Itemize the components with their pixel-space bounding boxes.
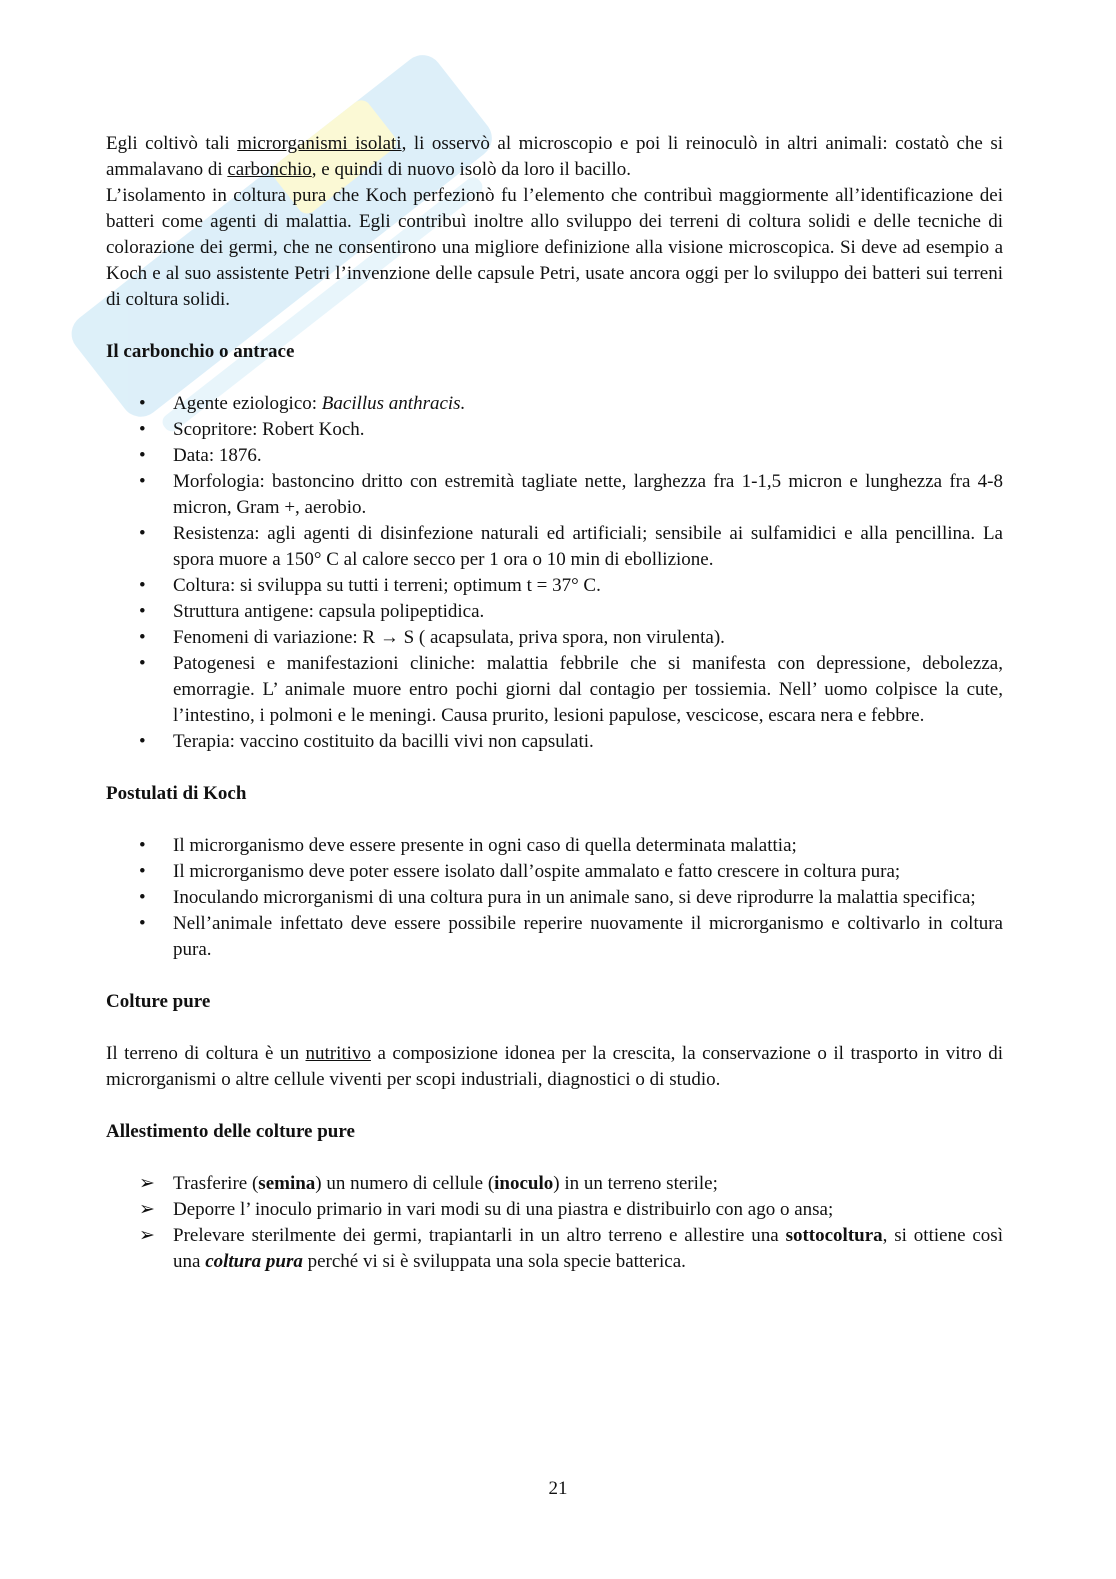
bullet-icon: • (139, 887, 146, 908)
list-item: • Resistenza: agli agenti di disinfezione naturali ed artificiali; sensibile ai sulfamidici e alla pencillina. La spora muore a 150° C al calore secco per 1 ora o 10 min di ebollizione. (139, 523, 1003, 570)
bullet-icon: • (139, 471, 146, 492)
list-item: ➢ Trasferire (semina) un numero di cellule (inoculo) in un terreno sterile; (106, 1171, 1003, 1197)
intro-paragraph-2: L’isolamento in coltura pura che Koch perfezionò fu l’elemento che contribuì maggiormente all’identificazione dei batteri come agenti di malattia. Egli contribuì inoltre allo sviluppo dei terreni di coltura solidi e delle tecniche di colorazione dei germi, che ne consentirono una migliore definizione alla visione microscopica. Si deve ad esempio a Koch e al suo assistente Petri l’invenzione delle capsule Petri, usate ancora oggi per lo sviluppo dei batteri sui terreni di coltura solidi. (106, 185, 1003, 310)
bullet-icon: • (139, 861, 146, 882)
list-item: • Inoculando microrganismi di una coltura pura in un animale sano, si deve riprodurre la malattia specifica; (106, 885, 1003, 911)
bullet-icon: • (139, 731, 146, 752)
bullet-icon: • (139, 601, 146, 622)
link-nutritivo[interactable]: nutritivo (305, 1043, 371, 1064)
list-item: • Terapia: vaccino costituito da bacilli vivi non capsulati. (106, 729, 1003, 755)
section-title-carbonchio: Il carbonchio o antrace (106, 341, 295, 362)
list-item: ➢ Prelevare sterilmente dei germi, trapiantarli in un altro terreno e allestire una sottocoltura, si ottiene così una coltura pura perché vi si è sviluppata una sola specie batterica. (139, 1225, 1003, 1272)
link-microrganismi[interactable]: microrganismi isolati (237, 133, 402, 154)
carbonchio-list (106, 391, 1003, 755)
bullet-icon: • (139, 445, 146, 466)
bullet-icon: • (139, 627, 146, 648)
bullet-icon: • (139, 835, 146, 856)
document-page (106, 131, 1003, 1275)
bullet-icon: • (139, 913, 146, 934)
colture-paragraph: Il terreno di coltura è un nutritivo a composizione idonea per la crescita, la conservazione o il trasporto in vitro di microrganismi o altre cellule viventi per scopi industriali, diagnostici o di studio. (106, 1043, 1003, 1090)
section-title-allestimento: Allestimento delle colture pure (106, 1121, 355, 1142)
list-item: • Il microrganismo deve essere presente in ogni caso di quella determinata malattia; (106, 833, 1003, 859)
arrow-bullet-icon: ➢ (139, 1199, 155, 1220)
list-item: • Data: 1876. (106, 443, 1003, 469)
allestimento-list (106, 1171, 1003, 1275)
intro-paragraph-1: Egli coltivò tali microrganismi isolati, li osservò al microscopio e poi li reinoculò in altri animali: costatò che si ammalavano di carbonchio, e quindi di nuovo isolò da loro il bacillo. (106, 133, 1003, 180)
section-title-colture: Colture pure (106, 991, 211, 1012)
list-item: • Morfologia: bastoncino dritto con estremità tagliate nette, larghezza fra 1-1,5 micron e lunghezza fra 4-8 micron, Gram +, aerobio. (139, 471, 1003, 518)
section-title-postulati: Postulati di Koch (106, 783, 247, 804)
list-item: ➢ Deporre l’ inoculo primario in vari modi su di una piastra e distribuirlo con ago o ansa; (106, 1197, 1003, 1223)
list-item: • Il microrganismo deve poter essere isolato dall’ospite ammalato e fatto crescere in coltura pura; (106, 859, 1003, 885)
list-item: • Nell’animale infettato deve essere possibile reperire nuovamente il microrganismo e coltivarlo in coltura pura. (139, 913, 1003, 960)
bullet-icon: • (139, 393, 146, 414)
bullet-icon: • (139, 653, 146, 674)
list-item: • Fenomeni di variazione: R → S ( acapsulata, priva spora, non virulenta). (106, 625, 1003, 651)
list-item: • Struttura antigene: capsula polipeptidica. (106, 599, 1003, 625)
list-item: • Coltura: si sviluppa su tutti i terreni; optimum t = 37° C. (106, 573, 1003, 599)
list-item: • Agente eziologico: Bacillus anthracis. (106, 391, 1003, 417)
list-item: • Scopritore: Robert Koch. (106, 417, 1003, 443)
bullet-icon: • (139, 419, 146, 440)
postulati-list (106, 833, 1003, 963)
list-item: • Patogenesi e manifestazioni cliniche: malattia febbrile che si manifesta con depressione, debolezza, emorragie. L’ animale muore entro pochi giorni dal contagio per tossiemia. Nell’ uomo colpisce la cute, l’intestino, i polmoni e le meningi. Causa prurito, lesioni papulose, vescicose, escara nera e febbre. (139, 653, 1003, 726)
arrow-bullet-icon: ➢ (139, 1173, 155, 1194)
page-number: 21 (548, 1478, 568, 1499)
bullet-icon: • (139, 575, 146, 596)
arrow-bullet-icon: ➢ (139, 1225, 155, 1246)
link-carbonchio[interactable]: carbonchio (227, 159, 312, 180)
bullet-icon: • (139, 523, 146, 544)
